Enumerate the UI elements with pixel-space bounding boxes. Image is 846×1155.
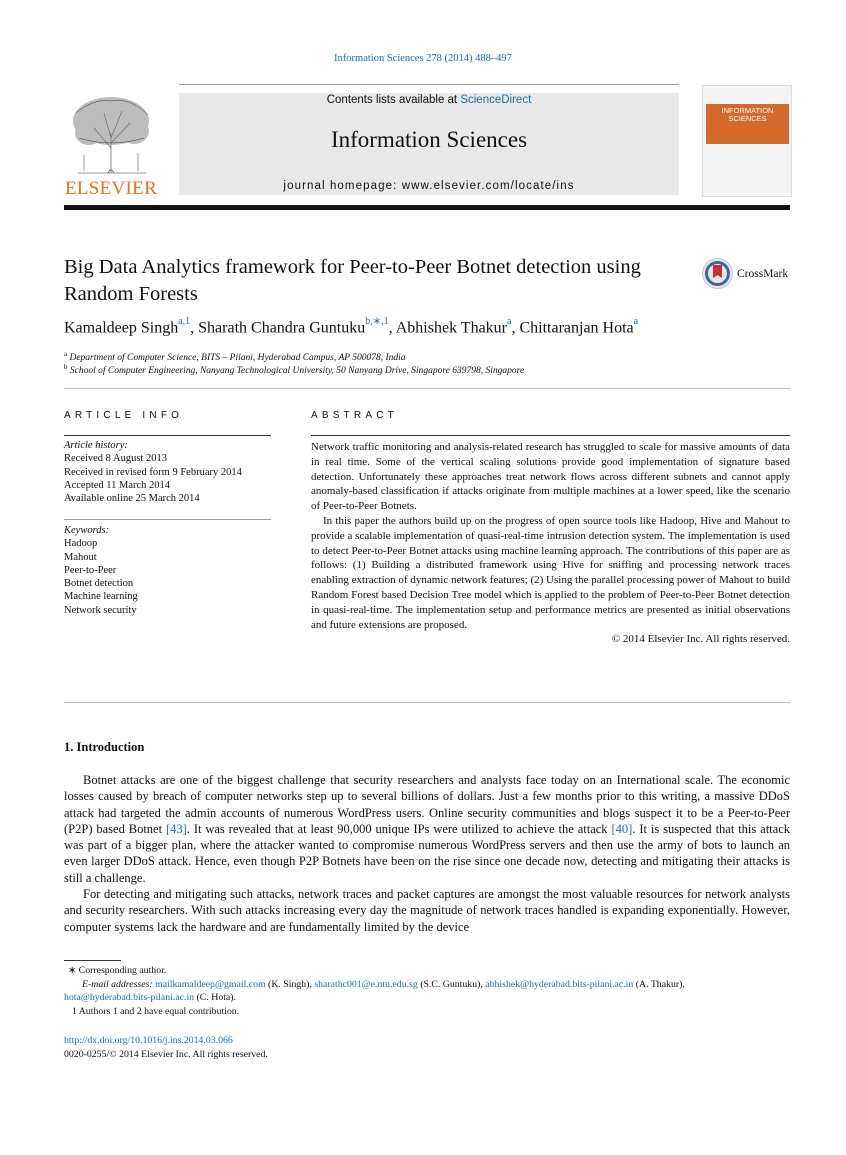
article-history [64, 439, 242, 505]
author-name[interactable]: Kamaldeep Singh [64, 319, 179, 337]
article-title: Big Data Analytics framework for Peer-to-Peer Botnet detection using Random Forests [64, 256, 641, 305]
affiliation: $^a$ Department of Computer Science, BITS – Pilani, Hyderabad Campus, AP 500078, India [64, 350, 406, 364]
journal-homepage: journal homepage: www.elsevier.com/locate/ins [283, 180, 575, 192]
doi-link[interactable]: http://dx.doi.org/10.1016/j.ins.2014.03.066 [64, 1035, 233, 1046]
citation-link[interactable]: [43] [165, 821, 187, 836]
email-link[interactable]: sharathc001@e.ntu.edu.sg [314, 978, 418, 990]
author-list: Kamaldeep Singh$^{a,1}$, Sharath Chandra Guntuku$^{b,∗,1}$, Abhishek Thakur$^a$, Chittaranjan Hota$^a$ [64, 316, 639, 337]
crossmark-icon[interactable] [702, 258, 733, 289]
abstract-heading: ABSTRACT [311, 410, 398, 421]
homepage-link[interactable]: www.elsevier.com/locate/ins [401, 180, 575, 192]
journal-reference[interactable]: Information Sciences 278 (2014) 488–497 [334, 53, 512, 64]
affiliation: $^b$ School of Computer Engineering, Nanyang Technological University, 50 Nanyang Drive, Singapore 639798, Singapore [64, 363, 525, 377]
contents-line: Contents lists available at ScienceDirect [326, 94, 532, 106]
corresponding-author-note: ∗ Corresponding author. [68, 965, 167, 976]
header-rule [179, 84, 679, 85]
article-info-heading: ARTICLE INFO [64, 410, 184, 421]
body-paragraph: Botnet attacks are one of the biggest challenge that security researchers and analysts face today on an International scale. The economic losses caused by breach of computer networks step up to several billions of dollars. Just a few months prior to this writing, a massive DDoS attack had targeted the admin accounts of numerous WordPress users. Online security communities and blogs suspect it to be a Peer-to-Peer (P2P) based Botnet [43]. It was revealed that at least 90,000 unique IPs were utilized to achieve the attack [40]. It is suspected that this attack was part of a bigger plan, where the attacker wanted to compromise numerous WordPress servers and then use the army of bots to launch an even larger DDoS attack. Hence, even though P2P Botnets have been on the rise since one decade now, detecting and mitigating their attacks is still a challenge. [64, 773, 791, 885]
cover-title: INFORMATION SCIENCES [721, 106, 774, 123]
citation-link[interactable]: [40] [611, 821, 633, 836]
keyword: Machine learning [64, 591, 138, 603]
history-label: Article history: [64, 440, 128, 451]
author-affiliation-mark[interactable]: a [507, 316, 512, 327]
email-addresses-cont: hota@hyderabad.bits-pilani.ac.in (C. Hota). [64, 992, 236, 1004]
author-affiliation-mark[interactable]: a,1 [178, 316, 191, 327]
abstract-body [311, 440, 790, 647]
body-paragraph: For detecting and mitigating such attacks, network traces and packet captures are amongst the most valuable resources for network analysts and security researchers. With such attacks increasing every day the magnitude of network traces handled is expanding exponentially. However, computer systems lack the hardware and are fundamentally limited by the device [64, 887, 790, 934]
keyword: Mahout [64, 551, 97, 563]
equal-contribution-note: 1 Authors 1 and 2 have equal contribution. [72, 1006, 240, 1018]
email-link[interactable]: mailkamaldeep@gmail.com [155, 978, 266, 990]
keyword: Botnet detection [64, 578, 134, 590]
author-affiliation-mark[interactable]: b,∗,1 [365, 316, 389, 327]
author-name[interactable]: Chittaranjan Hota [519, 319, 634, 337]
keywords-rule [64, 519, 271, 520]
footnote-rule [64, 960, 121, 961]
footnotes [64, 964, 790, 1019]
history-item: Received in revised form 9 February 2014 [64, 466, 242, 478]
section-heading: 1. Introduction [64, 740, 145, 754]
doi-block [64, 1034, 268, 1061]
email-link[interactable]: hota@hyderabad.bits-pilani.ac.in [64, 992, 195, 1004]
keywords-block [64, 524, 138, 617]
email-addresses: E-mail addresses: mailkamaldeep@gmail.com (K. Singh), sharathc001@e.ntu.edu.sg (S.C. Guntuku), abhishek@hyderabad.bits-pilani.ac.in (A. Thakur), [82, 978, 685, 990]
author-name[interactable]: Sharath Chandra Guntuku [198, 319, 366, 337]
crossmark-label[interactable]: CrossMark [737, 268, 789, 280]
issn-line: 0020-0255/© 2014 Elsevier Inc. All rights reserved. [64, 1048, 268, 1060]
abstract-paragraph: In this paper the authors build up on the progress of open source tools like Hadoop, Hive and Mahout to provide a scalable implementation of quasi-real-time intrusion detection system. The implementation is used to detect Peer-to-Peer Botnet attacks using machine learning approach. The contributions of this paper are as follows: (1) Building a distributed framework using Hive for sniffing and processing network traces enabling extraction of dynamic network features; (2) Using the parallel processing power of Mahout to build Random Forest based Decision Tree model which is applied to the problem of Peer-to-Peer Botnet detection in quasi-real-time. The implementation setup and performance metrics are presented as initial observations and future extensions are proposed. [311, 514, 790, 631]
keyword: Peer-to-Peer [64, 564, 117, 576]
info-rule [64, 435, 271, 436]
header-thick-rule [64, 205, 790, 210]
section-divider [64, 388, 790, 389]
keyword: Hadoop [64, 538, 98, 550]
history-item: Accepted 11 March 2014 [64, 479, 171, 491]
abstract-paragraph: Network traffic monitoring and analysis-related research has struggled to scale for massive amounts of data in real time. Some of the vertical scaling solutions provide good implementation of signature based detection. Unfortunately these approaches treat network flows across different subnets and cannot apply anomaly-based classification if attacks originate from multiple machines at a lower speed, like the scenario of Peer-to-Peer Botnets. [311, 441, 790, 513]
author-name[interactable]: Abhishek Thakur [395, 319, 507, 337]
section-divider [64, 702, 790, 703]
sciencedirect-link[interactable]: ScienceDirect [460, 94, 532, 106]
author-affiliation-mark[interactable]: a [633, 316, 639, 327]
intro-body [64, 772, 790, 935]
email-link[interactable]: abhishek@hyderabad.bits-pilani.ac.in [485, 978, 634, 990]
journal-title: Information Sciences [330, 127, 528, 152]
copyright-line: © 2014 Elsevier Inc. All rights reserved. [611, 633, 790, 646]
history-item: Available online 25 March 2014 [64, 493, 200, 505]
elsevier-wordmark: ELSEVIER [64, 178, 158, 199]
abstract-rule [311, 435, 790, 436]
keywords-label: Keywords: [64, 525, 110, 536]
keyword: Network security [64, 604, 137, 616]
history-item: Received 8 August 2013 [64, 453, 167, 465]
